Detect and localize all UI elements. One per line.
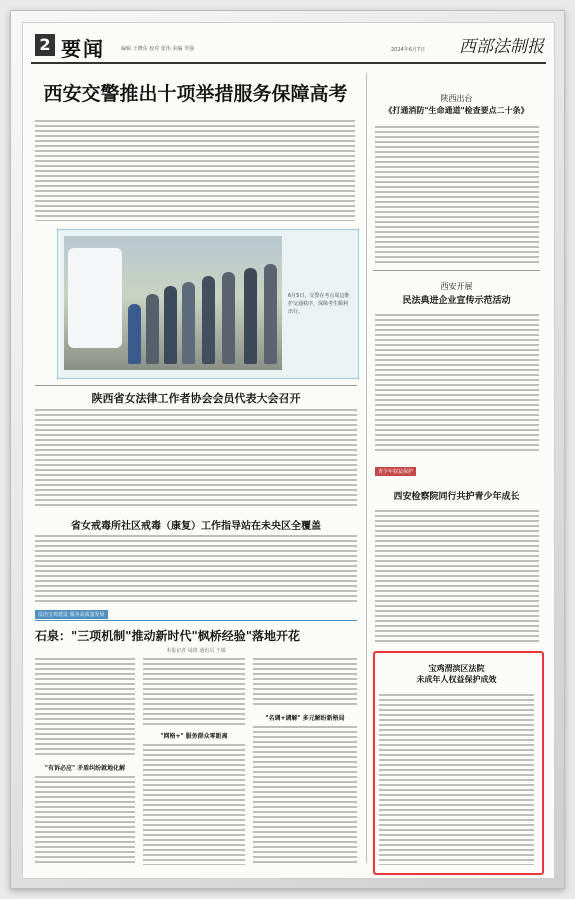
subhead-1: "有诉必应" 矛盾纠纷就地化解 xyxy=(44,765,126,772)
lead-headline: 西安交警推出十项举措服务保障高考 xyxy=(43,83,348,105)
youth-body xyxy=(375,509,539,643)
van-shape xyxy=(68,248,122,348)
right-mid-body xyxy=(375,313,539,453)
person-shape xyxy=(202,276,215,364)
page-number: 2 xyxy=(35,34,55,56)
person-shape xyxy=(128,304,141,364)
issue-date: 2024年6月7日 xyxy=(391,47,426,53)
rule xyxy=(35,620,357,621)
person-shape xyxy=(244,268,257,364)
lead-body-text xyxy=(35,119,355,221)
news-photo xyxy=(64,236,282,370)
right-section-tag: 青少年权益保护 xyxy=(375,467,416,476)
shiquan-body-col3 xyxy=(253,657,357,707)
shiquan-body-col2b xyxy=(143,743,245,865)
headline-community-rehab: 省女戒毒所社区戒毒（康复）工作指导站在未央区全覆盖 xyxy=(71,521,321,532)
right-mid-kicker: 西安开展 xyxy=(440,282,473,291)
shiquan-body-col3b xyxy=(253,725,357,865)
shiquan-byline: 本报记者 周倩 通讯员 王敏 xyxy=(166,648,226,654)
person-shape xyxy=(146,294,159,364)
person-shape xyxy=(264,264,277,364)
highlighted-body xyxy=(379,693,534,865)
right-top-headline: 《打通消防"生命通道"检查要点二十条》 xyxy=(384,105,529,115)
law-association-body xyxy=(35,408,357,508)
newspaper-logo: 西部法制报 xyxy=(459,37,544,57)
rule xyxy=(35,385,357,386)
newspaper-page xyxy=(22,22,555,879)
person-shape xyxy=(182,282,195,364)
special-section-tag: 法治宝鸡建设 服务高质量发展 xyxy=(35,610,108,619)
shiquan-body-col2 xyxy=(143,657,245,725)
masthead xyxy=(31,28,546,64)
right-top-kicker: 陕西出台 xyxy=(440,94,473,103)
subhead-2: "网格+" 服务群众零距离 xyxy=(160,733,228,740)
community-rehab-body xyxy=(35,534,357,602)
shiquan-body-col1b xyxy=(35,775,135,865)
headline-youth: 西安检察院同行共护青少年成长 xyxy=(393,492,520,502)
column-divider xyxy=(366,73,367,863)
subhead-3: "名调+调解" 多元解纷新格局 xyxy=(265,715,345,722)
person-shape xyxy=(164,286,177,364)
photo-caption: 6月5日，交警在考点周边维护交通秩序，保障考生顺利出行。 xyxy=(288,293,350,315)
right-mid-headline: 民法典进企业宣传示范活动 xyxy=(402,296,511,306)
headline-law-association: 陕西省女法律工作者协会会员代表大会召开 xyxy=(91,392,301,405)
headline-shiquan: 石泉："三项机制"推动新时代"枫桥经验"落地开花 xyxy=(35,629,301,643)
editor-credits: 编辑 王晓东 校对 张伟 美编 李强 xyxy=(121,46,194,52)
shiquan-body-col1 xyxy=(35,657,135,757)
rule xyxy=(373,270,540,271)
section-title: 要闻 xyxy=(61,37,105,61)
highlighted-headline: 宝鸡渭滨区法院 未成年人权益保护成效 xyxy=(416,663,497,684)
news-photo-frame xyxy=(57,229,359,379)
right-top-body xyxy=(375,125,539,263)
person-shape xyxy=(222,272,235,364)
